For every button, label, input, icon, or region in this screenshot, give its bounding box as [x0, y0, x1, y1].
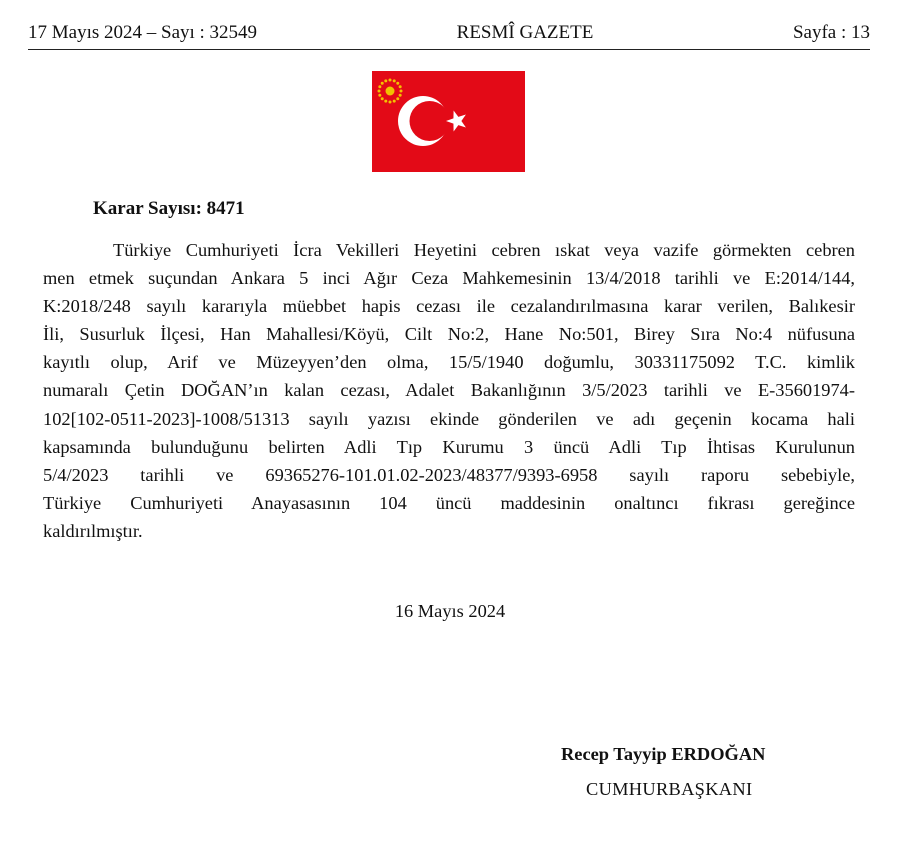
text-line: K:2018/248 sayılı kararıyla müebbet hapis cezası ile cezalandırılmasına karar verilen, Balıkesir	[43, 296, 855, 317]
page-number: Sayfa : 13	[792, 22, 870, 43]
text-line: 5/4/2023 tarihli ve 69365276-101.01.02-2023/48377/9393-6958 sayılı raporu sebebiyle,	[43, 464, 855, 485]
text-line: 102[102-0511-2023]-1008/51313 sayılı yazısı ekinde gönderilen ve adı geçenin kocama hali	[43, 408, 855, 429]
text-line: kayıtlı olup, Arif ve Müzeyyen’den olma, 15/5/1940 doğumlu, 30331175092 T.C. kimlik	[43, 352, 855, 373]
header-divider	[28, 49, 870, 50]
signatory-title: CUMHURBAŞKANI	[586, 779, 753, 799]
signatory-name	[561, 741, 765, 767]
gazette-name: RESMÎ GAZETE	[456, 22, 594, 43]
text-line: men etmek suçundan Ankara 5 inci Ağır Ceza Mahkemesinin 13/4/2018 tarihli ve E:2014/144,	[43, 268, 855, 289]
decision-number: Karar Sayısı: 8471	[93, 198, 245, 219]
text-line: numaralı Çetin DOĞAN’ın kalan cezası, Adalet Bakanlığının 3/5/2023 tarihli ve E-35601974-	[43, 380, 855, 401]
text-line: Türkiye Cumhuriyeti Anayasasının 104 üncü maddesinin onaltıncı fıkrası gereğince	[43, 492, 855, 513]
signatory-surname: ERDOĞAN	[671, 744, 766, 764]
decision-text	[43, 236, 855, 545]
page-header	[28, 20, 870, 46]
text-line: Türkiye Cumhuriyeti İcra Vekilleri Heyetini cebren ıskat veya vazife görmekten cebren	[113, 240, 855, 260]
decision-date: 16 Mayıs 2024	[394, 601, 506, 621]
turkish-flag-icon	[372, 71, 525, 172]
signatory-given-names: Recep Tayyip	[561, 744, 672, 764]
text-line: kaldırılmıştır.	[43, 520, 143, 541]
issue-info: 17 Mayıs 2024 – Sayı : 32549	[28, 22, 258, 43]
text-line: kapsamında bulunduğunu belirten Adli Tıp Kurumu 3 üncü Adli Tıp İhtisas Kurulunun	[43, 436, 855, 457]
text-line: İli, Susurluk İlçesi, Han Mahallesi/Köyü, Cilt No:2, Hane No:501, Birey Sıra No:4 nüfusuna	[43, 324, 855, 345]
